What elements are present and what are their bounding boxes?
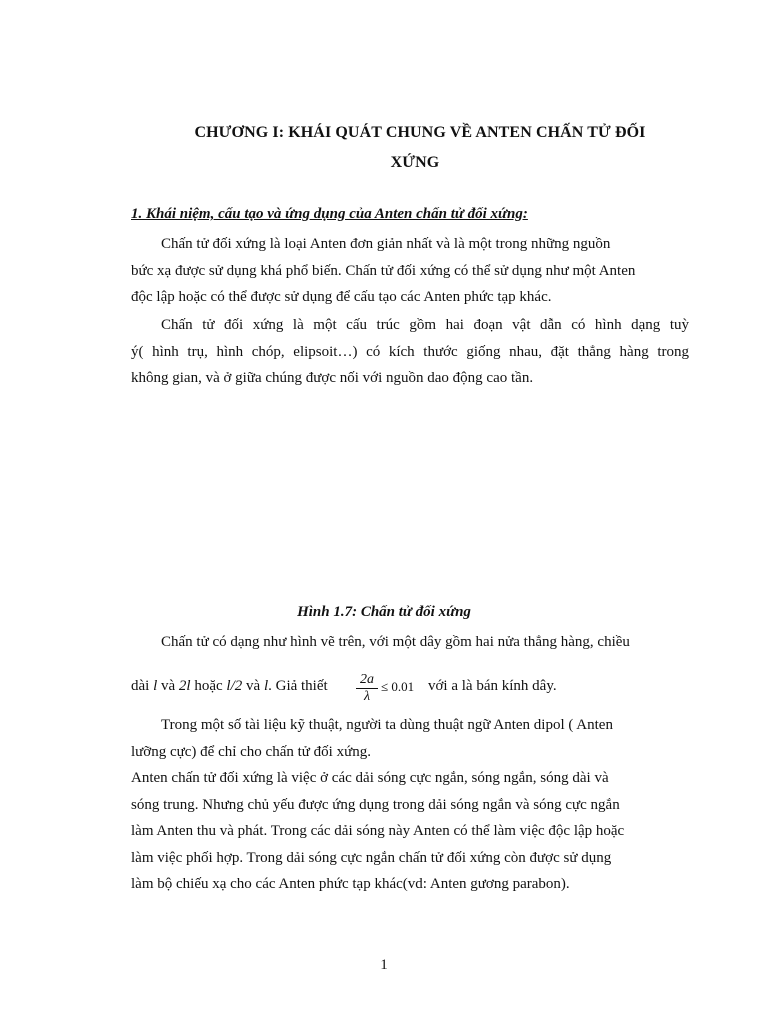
fraction-numerator: 2a [356,672,378,689]
paragraph-1 [131,231,689,311]
chapter-title-line2: XỨNG [390,154,440,171]
paragraph-4-line-1: Trong một số tài liệu kỹ thuật, người ta dùng thuật ngữ Anten dipol ( Anten [161,717,613,733]
chapter-title [120,118,720,178]
paragraph-1-line-2: bức xạ được sử dụng khá phổ biến. Chấn tử đối xứng có thể sử dụng như một Anten [131,262,636,279]
paragraph-5-line-4: làm việc phối hợp. Trong dải sóng cực ngắn chấn tử đối xứng còn được sử dụng [131,849,612,866]
paragraph-1-line-1: Chấn tử đối xứng là loại Anten đơn giản nhất và là một trong những nguồn [161,236,611,252]
paragraph-3-line-1: Chấn tử có dạng như hình vẽ trên, với một dây gồm hai nửa thẳng hàng, chiều [161,634,630,650]
paragraph-4 [131,712,689,765]
paragraph-2 [131,312,689,392]
paragraph-2-line-3: không gian, và ở giữa chúng được nối với nguồn dao động cao tần. [131,370,534,386]
paragraph-1-line-3: độc lập hoặc có thể được sử dụng để cấu tạo các Anten phức tạp khác. [131,289,552,305]
paragraph-5-line-1: Anten chấn tử đối xứng là việc ở các dải sóng cực ngắn, sóng ngắn, sóng dài và [131,770,609,786]
page-number: 1 [380,957,388,973]
text-dai: dài [131,678,154,694]
paragraph-2-line-1: Chấn tử đối xứng là một cấu trúc gồm hai đoạn vật dẫn có hình dạng tuỳ [161,317,689,333]
paragraph-5-line-2: sóng trung. Nhưng chủ yếu được ứng dụng trong dải sóng ngắn và sóng cực ngắn [131,796,620,813]
chapter-title-line1: CHƯƠNG I: KHÁI QUÁT CHUNG VỀ ANTEN CHẤN TỬ ĐỐI [194,124,646,141]
text-gia-thiet: . Giả thiết [268,678,328,694]
section-heading: 1. Khái niệm, cấu tạo và ứng dụng của Anten chấn tử đối xứng: [131,206,528,222]
text-va-2: và [242,678,264,694]
paragraph-3 [131,629,689,656]
var-l-half: l/2 [226,678,243,694]
figure-caption: Hình 1.7: Chấn tử đối xứng [297,604,471,620]
paragraph-5-line-5: làm bộ chiếu xạ cho các Anten phức tạp khác(vd: Anten gương parabon). [131,876,570,892]
var-2l: 2l [178,678,191,694]
paragraph-5 [131,765,689,898]
paragraph-5-line-3: làm Anten thu và phát. Trong các dải sóng này Anten có thể làm việc độc lập hoặc [131,823,625,839]
formula-line [131,672,689,706]
var-l: l [153,678,158,694]
inequality: ≤ 0.01 [381,679,415,694]
paragraph-2-line-2: ý( hình trụ, hình chóp, elipsoit…) có kích thước giống nhau, đặt thẳng hàng trong [131,343,689,360]
text-hoac: hoặc [190,678,227,694]
paragraph-4-line-2: lưỡng cực) để chỉ cho chấn tử đối xứng. [131,743,371,760]
fraction-denominator: λ [363,689,371,704]
fraction-2a-over-lambda [356,672,378,705]
text-va: và [157,678,179,694]
var-l-2: l [263,678,269,694]
formula-line-prefix [131,678,328,695]
formula-line-suffix: với a là bán kính dây. [428,678,557,694]
